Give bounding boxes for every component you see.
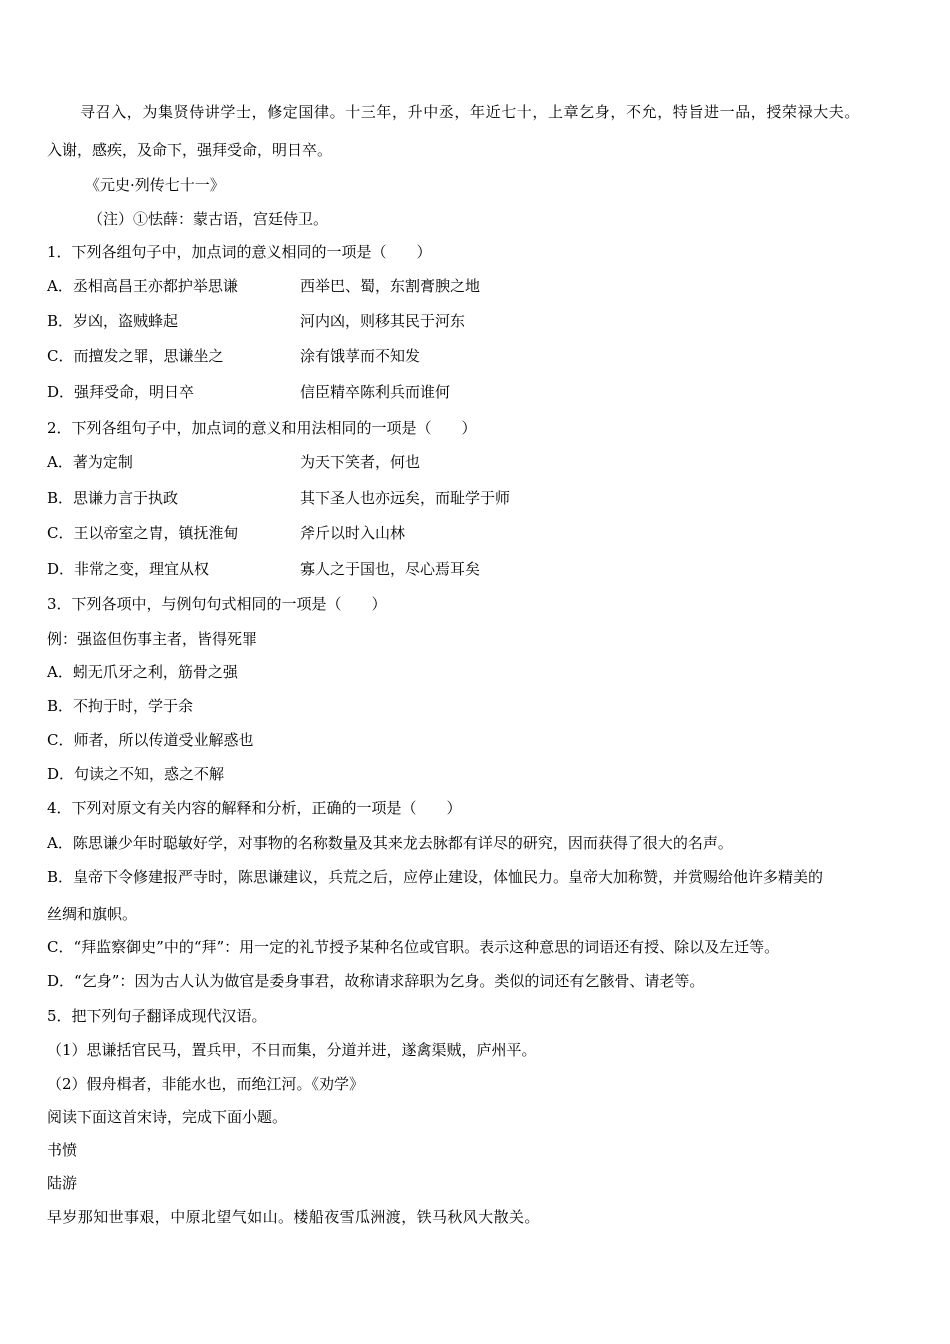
poem-intro: 阅读下面这首宋诗，完成下面小题。: [47, 1108, 288, 1126]
question-stem: 2．下列各组句子中，加点词的意义和用法相同的一项是（ ）: [47, 419, 477, 437]
poem-author: 陆游: [47, 1174, 78, 1192]
question-option: [47, 311, 917, 331]
option-right: 斧斤以时入山林: [300, 524, 406, 542]
passage-line: 寻召入，为集贤侍讲学士，修定国律。十三年，升中丞，年近七十，上章乞身，不允，特旨进一品，授荣禄大夫。: [80, 103, 861, 121]
question-option: [47, 559, 917, 579]
question-option: [47, 488, 917, 508]
option-left: B．思谦力言于执政: [47, 489, 179, 507]
option-left: B．岁凶，盗贼蜂起: [47, 312, 179, 330]
option-right: 为天下笑者，何也: [300, 453, 421, 471]
question-option: A．陈思谦少年时聪敏好学，对事物的名称数量及其来龙去脉都有详尽的研究，因而获得了很大的名声。: [47, 834, 733, 852]
option-left: A．丞相高昌王亦都护举思谦: [47, 277, 238, 295]
question-stem: 1．下列各组句子中，加点词的意义相同的一项是（ ）: [47, 243, 432, 261]
option-right: 西举巴、蜀，东割膏腴之地: [300, 277, 481, 295]
question-option: [47, 452, 917, 472]
option-right: 信臣精卒陈利兵而谁何: [300, 383, 451, 401]
option-left: C．而擅发之罪，思谦坐之: [47, 347, 224, 365]
option-left: A．著为定制: [47, 453, 133, 471]
question-option: A．蚓无爪牙之利，筋骨之强: [47, 663, 238, 681]
translation-item: （1）思谦括官民马，置兵甲，不日而集，分道并进，遂禽渠贼，庐州平。: [47, 1041, 537, 1059]
passage-note: （注）①怯薛：蒙古语，宫廷侍卫。: [88, 210, 329, 228]
question-option: B．皇帝下令修建报严寺时，陈思谦建议，兵荒之后，应停止建设，体恤民力。皇帝大加称赞，并赏赐给他许多精美的: [47, 868, 824, 886]
question-option: C．师者，所以传道受业解惑也: [47, 731, 254, 749]
question-stem: 4．下列对原文有关内容的解释和分析，正确的一项是（ ）: [47, 799, 462, 817]
question-option: [47, 382, 917, 402]
passage-line: 入谢，感疾，及命下，强拜受命，明日卒。: [47, 141, 333, 159]
option-left: D．非常之变，理宜从权: [47, 560, 210, 578]
passage-source: 《元史·列传七十一》: [85, 176, 225, 194]
option-right: 其下圣人也亦远矣，而耻学于师: [300, 489, 511, 507]
option-left: C．王以帝室之胄，镇抚淮甸: [47, 524, 239, 542]
translation-item: （2）假舟楫者，非能水也，而绝江河。《劝学》: [47, 1075, 365, 1093]
poem-title: 书愤: [47, 1141, 78, 1159]
option-right: 涂有饿莩而不知发: [300, 347, 421, 365]
question-option: [47, 523, 917, 543]
question-option: B．不拘于时，学于余: [47, 697, 194, 715]
question-stem: 5．把下列句子翻译成现代汉语。: [47, 1007, 267, 1025]
question-option: [47, 346, 917, 366]
question-example: 例：强盗但伤事主者，皆得死罪: [47, 630, 258, 648]
question-option: C．“拜监察御史”中的“拜”：用一定的礼节授予某种名位或官职。表示这种意思的词语还有授、除以及左迁等。: [47, 938, 780, 956]
poem-line: 早岁那知世事艰，中原北望气如山。楼船夜雪瓜洲渡，铁马秋风大散关。: [47, 1208, 540, 1226]
question-option: D．“乞身”：因为古人认为做官是委身事君，故称请求辞职为乞身。类似的词还有乞骸骨、请老等。: [47, 972, 705, 990]
option-left: D．强拜受命，明日卒: [47, 383, 195, 401]
option-right: 河内凶，则移其民于河东: [300, 312, 466, 330]
question-option-continued: 丝绸和旗帜。: [47, 905, 138, 923]
option-right: 寡人之于国也，尽心焉耳矣: [300, 560, 481, 578]
question-option: D．句读之不知，惑之不解: [47, 765, 225, 783]
question-option: [47, 276, 917, 296]
question-stem: 3．下列各项中，与例句句式相同的一项是（ ）: [47, 595, 387, 613]
